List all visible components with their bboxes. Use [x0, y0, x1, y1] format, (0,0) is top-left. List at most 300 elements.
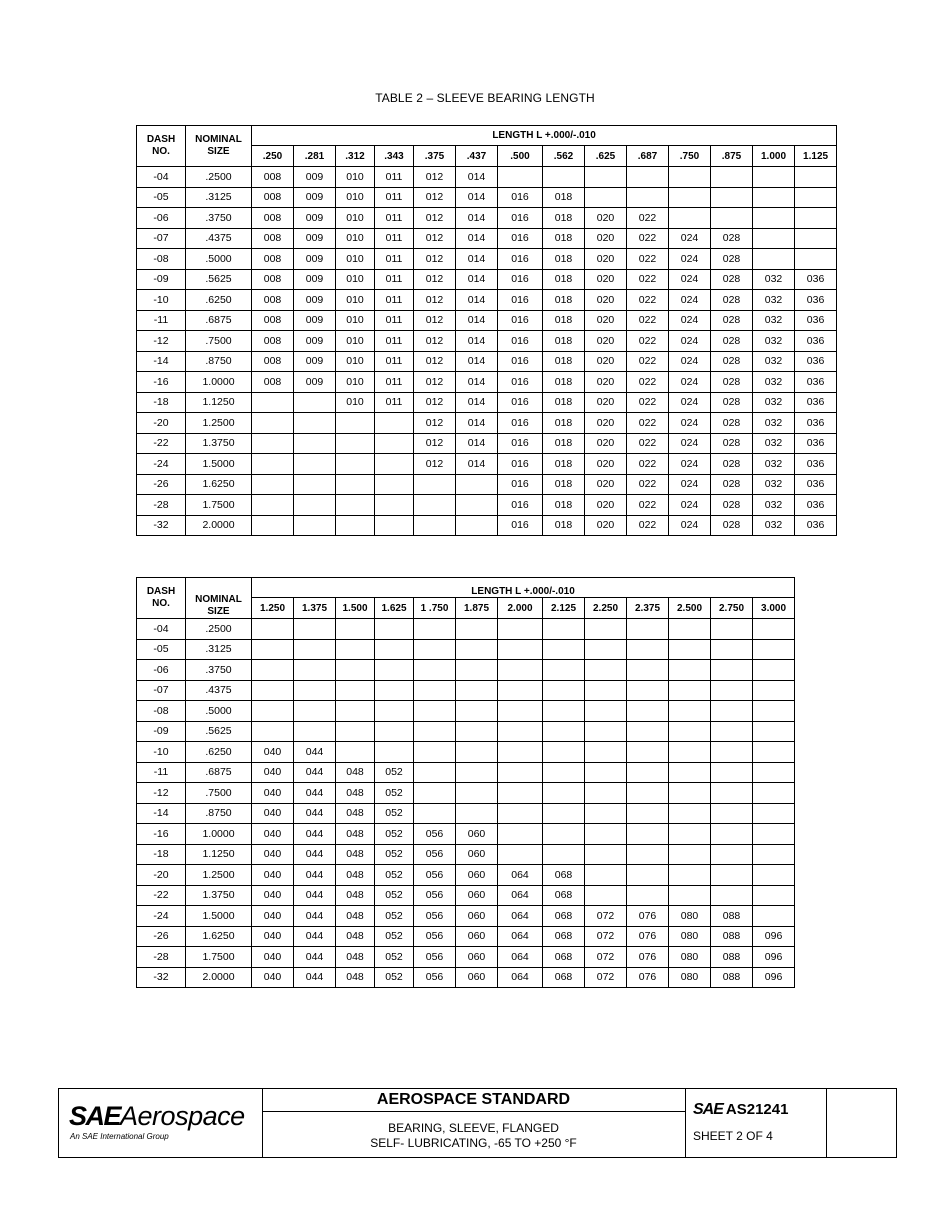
length-code-cell — [627, 680, 669, 701]
nominal-size-cell: 1.7500 — [186, 947, 252, 968]
length-code-cell — [375, 680, 414, 701]
length-code-cell — [498, 619, 543, 640]
length-code-cell: 011 — [375, 290, 414, 311]
nominal-size-cell: 1.6250 — [186, 474, 252, 495]
length-code-cell: 020 — [585, 351, 627, 372]
dash-no-cell: -11 — [137, 762, 186, 783]
dash-no-cell: -06 — [137, 660, 186, 681]
length-code-cell — [294, 413, 336, 434]
length-code-cell: 096 — [753, 947, 795, 968]
logo-sae: SAE — [69, 1101, 121, 1131]
length-code-cell: 016 — [498, 413, 543, 434]
length-column-header: .343 — [375, 146, 414, 167]
length-code-cell: 018 — [543, 187, 585, 208]
nominal-size-cell: .4375 — [186, 680, 252, 701]
length-header: LENGTH L +.000/-.010 — [252, 126, 837, 146]
length-code-cell — [669, 680, 711, 701]
length-code-cell: 008 — [252, 208, 294, 229]
length-code-cell — [627, 742, 669, 763]
length-code-cell: 088 — [711, 926, 753, 947]
nominal-size-cell: .6875 — [186, 762, 252, 783]
length-code-cell — [585, 824, 627, 845]
length-code-cell — [627, 885, 669, 906]
length-code-cell — [627, 619, 669, 640]
nominal-size-cell: .5625 — [186, 721, 252, 742]
table-row — [137, 392, 837, 413]
length-code-cell: 064 — [498, 865, 543, 886]
length-code-cell: 016 — [498, 515, 543, 536]
length-code-cell: 008 — [252, 228, 294, 249]
sheet-number: SHEET 2 OF 4 — [693, 1129, 773, 1143]
length-code-cell — [252, 660, 294, 681]
length-code-cell: 088 — [711, 967, 753, 988]
length-code-cell: 011 — [375, 208, 414, 229]
nominal-size-cell: 1.5000 — [186, 906, 252, 927]
length-code-cell: 009 — [294, 290, 336, 311]
length-code-cell: 028 — [711, 433, 753, 454]
table-row — [137, 187, 837, 208]
length-code-cell: 040 — [252, 762, 294, 783]
length-code-cell: 018 — [543, 454, 585, 475]
length-code-cell — [414, 721, 456, 742]
length-column-header: 2.750 — [711, 598, 753, 619]
dash-no-cell: -22 — [137, 885, 186, 906]
length-code-cell — [294, 392, 336, 413]
table-row — [137, 208, 837, 229]
length-code-cell — [294, 639, 336, 660]
length-code-cell — [498, 783, 543, 804]
length-code-cell — [414, 803, 456, 824]
length-code-cell: 014 — [456, 392, 498, 413]
length-code-cell: 020 — [585, 413, 627, 434]
dash-no-cell: -32 — [137, 515, 186, 536]
length-code-cell — [753, 660, 795, 681]
length-code-cell: 016 — [498, 392, 543, 413]
length-code-cell: 012 — [414, 331, 456, 352]
nominal-size-cell: .3125 — [186, 639, 252, 660]
length-code-cell: 060 — [456, 947, 498, 968]
length-column-header: 1.000 — [753, 146, 795, 167]
length-code-cell: 056 — [414, 926, 456, 947]
length-code-cell: 022 — [627, 269, 669, 290]
length-code-cell: 009 — [294, 331, 336, 352]
length-code-cell: 014 — [456, 351, 498, 372]
length-code-cell: 024 — [669, 454, 711, 475]
length-code-cell: 022 — [627, 433, 669, 454]
length-code-cell — [252, 495, 294, 516]
length-code-cell: 048 — [336, 906, 375, 927]
length-code-cell: 014 — [456, 290, 498, 311]
length-code-cell — [585, 783, 627, 804]
length-code-cell — [414, 701, 456, 722]
length-code-cell — [795, 208, 837, 229]
length-code-cell: 024 — [669, 413, 711, 434]
length-code-cell — [627, 167, 669, 188]
length-code-cell — [585, 619, 627, 640]
length-code-cell — [336, 639, 375, 660]
length-code-cell: 052 — [375, 762, 414, 783]
length-code-cell: 032 — [753, 433, 795, 454]
dash-no-cell: -10 — [137, 290, 186, 311]
length-code-cell — [375, 413, 414, 434]
length-code-cell — [456, 742, 498, 763]
length-code-cell — [543, 619, 585, 640]
length-code-cell — [585, 680, 627, 701]
table-row — [137, 906, 795, 927]
table-row — [137, 824, 795, 845]
length-code-cell — [498, 639, 543, 660]
length-code-cell: 016 — [498, 208, 543, 229]
nominal-size-cell: .3750 — [186, 660, 252, 681]
table-row — [137, 967, 795, 988]
length-code-cell: 048 — [336, 783, 375, 804]
length-code-cell — [498, 824, 543, 845]
length-code-cell — [414, 639, 456, 660]
length-code-cell: 036 — [795, 331, 837, 352]
length-code-cell: 018 — [543, 495, 585, 516]
length-code-cell: 022 — [627, 372, 669, 393]
length-column-header: 2.250 — [585, 598, 627, 619]
length-code-cell: 010 — [336, 208, 375, 229]
length-column-header: 1.250 — [252, 598, 294, 619]
length-code-cell — [795, 167, 837, 188]
length-code-cell — [252, 392, 294, 413]
length-code-cell: 009 — [294, 351, 336, 372]
table-row — [137, 167, 837, 188]
length-code-cell — [543, 783, 585, 804]
length-code-cell: 044 — [294, 967, 336, 988]
length-code-cell — [585, 844, 627, 865]
length-code-cell — [336, 495, 375, 516]
length-code-cell — [543, 680, 585, 701]
length-code-cell: 018 — [543, 392, 585, 413]
dash-no-header: DASH NO. — [137, 578, 186, 619]
length-code-cell: 052 — [375, 967, 414, 988]
length-code-cell — [753, 885, 795, 906]
length-code-cell: 056 — [414, 967, 456, 988]
length-code-cell: 024 — [669, 351, 711, 372]
dash-no-cell: -18 — [137, 392, 186, 413]
table-row — [137, 310, 837, 331]
length-code-cell: 056 — [414, 885, 456, 906]
length-code-cell — [795, 228, 837, 249]
length-code-cell — [414, 660, 456, 681]
length-code-cell — [336, 680, 375, 701]
length-code-cell — [375, 639, 414, 660]
length-code-cell — [336, 660, 375, 681]
length-code-cell — [543, 762, 585, 783]
length-code-cell: 008 — [252, 167, 294, 188]
length-code-cell — [252, 701, 294, 722]
length-code-cell — [753, 824, 795, 845]
length-code-cell — [585, 701, 627, 722]
length-code-cell: 024 — [669, 310, 711, 331]
nominal-size-header: NOMINAL SIZE — [186, 578, 252, 619]
length-code-cell: 014 — [456, 372, 498, 393]
length-code-cell: 014 — [456, 228, 498, 249]
length-code-cell: 014 — [456, 454, 498, 475]
length-code-cell: 072 — [585, 906, 627, 927]
length-code-cell: 040 — [252, 865, 294, 886]
length-code-cell — [711, 762, 753, 783]
length-code-cell — [585, 865, 627, 886]
length-code-cell: 010 — [336, 310, 375, 331]
table-row — [137, 639, 795, 660]
length-code-cell — [543, 803, 585, 824]
table-row — [137, 331, 837, 352]
length-code-cell — [627, 187, 669, 208]
length-code-cell — [498, 701, 543, 722]
length-code-cell: 056 — [414, 947, 456, 968]
length-code-cell: 040 — [252, 824, 294, 845]
document-number-block — [685, 1089, 827, 1157]
length-code-cell — [711, 824, 753, 845]
dash-no-cell: -05 — [137, 639, 186, 660]
length-code-cell: 068 — [543, 906, 585, 927]
length-code-cell — [711, 680, 753, 701]
nominal-size-cell: 1.0000 — [186, 824, 252, 845]
length-code-cell — [375, 454, 414, 475]
length-code-cell: 024 — [669, 433, 711, 454]
length-code-cell — [795, 187, 837, 208]
length-code-cell: 060 — [456, 967, 498, 988]
length-code-cell: 010 — [336, 351, 375, 372]
length-column-header: 1.875 — [456, 598, 498, 619]
table-row — [137, 926, 795, 947]
length-code-cell: 036 — [795, 351, 837, 372]
length-code-cell — [498, 803, 543, 824]
length-code-cell — [753, 249, 795, 270]
length-code-cell: 048 — [336, 885, 375, 906]
length-code-cell — [669, 721, 711, 742]
length-code-cell: 060 — [456, 906, 498, 927]
length-code-cell: 048 — [336, 844, 375, 865]
length-column-header: 3.000 — [753, 598, 795, 619]
length-code-cell: 072 — [585, 947, 627, 968]
length-code-cell: 016 — [498, 474, 543, 495]
length-code-cell: 022 — [627, 413, 669, 434]
length-code-cell: 036 — [795, 392, 837, 413]
length-code-cell — [711, 187, 753, 208]
length-code-cell: 040 — [252, 967, 294, 988]
dash-no-cell: -18 — [137, 844, 186, 865]
length-code-cell: 024 — [669, 269, 711, 290]
length-code-cell — [627, 803, 669, 824]
length-code-cell: 018 — [543, 290, 585, 311]
length-code-cell — [543, 844, 585, 865]
length-code-cell — [252, 639, 294, 660]
length-code-cell — [294, 454, 336, 475]
nominal-size-cell: .3125 — [186, 187, 252, 208]
nominal-size-cell: .5000 — [186, 701, 252, 722]
length-code-cell: 010 — [336, 167, 375, 188]
dash-no-cell: -04 — [137, 167, 186, 188]
length-code-cell: 010 — [336, 187, 375, 208]
length-code-cell: 010 — [336, 372, 375, 393]
length-column-header: .281 — [294, 146, 336, 167]
length-code-cell: 016 — [498, 228, 543, 249]
length-code-cell: 028 — [711, 331, 753, 352]
length-code-cell: 044 — [294, 885, 336, 906]
length-code-cell: 024 — [669, 290, 711, 311]
length-code-cell — [498, 660, 543, 681]
length-code-cell: 008 — [252, 310, 294, 331]
length-code-cell — [753, 721, 795, 742]
length-code-cell: 008 — [252, 187, 294, 208]
length-column-header: .500 — [498, 146, 543, 167]
length-code-cell: 011 — [375, 331, 414, 352]
length-code-cell: 018 — [543, 474, 585, 495]
length-code-cell — [375, 495, 414, 516]
nominal-size-cell: .4375 — [186, 228, 252, 249]
logo-aerospace: Aerospace — [120, 1101, 245, 1131]
table-row — [137, 351, 837, 372]
length-code-cell: 044 — [294, 865, 336, 886]
length-code-cell: 008 — [252, 290, 294, 311]
length-code-cell — [585, 803, 627, 824]
length-code-cell — [627, 701, 669, 722]
dash-no-cell: -05 — [137, 187, 186, 208]
length-code-cell: 018 — [543, 515, 585, 536]
nominal-size-cell: .8750 — [186, 351, 252, 372]
table-title: TABLE 2 – SLEEVE BEARING LENGTH — [375, 91, 595, 105]
length-code-cell: 036 — [795, 433, 837, 454]
table-row — [137, 269, 837, 290]
length-code-cell: 076 — [627, 967, 669, 988]
length-code-cell — [711, 660, 753, 681]
dash-no-cell: -28 — [137, 947, 186, 968]
length-code-cell — [456, 660, 498, 681]
dash-no-cell: -12 — [137, 783, 186, 804]
title-block — [58, 1088, 897, 1158]
length-code-cell — [456, 515, 498, 536]
length-code-cell: 036 — [795, 495, 837, 516]
length-code-cell: 020 — [585, 474, 627, 495]
length-column-header: 1.625 — [375, 598, 414, 619]
length-code-cell: 008 — [252, 351, 294, 372]
length-code-cell: 012 — [414, 351, 456, 372]
length-code-cell: 056 — [414, 824, 456, 845]
length-column-header: .312 — [336, 146, 375, 167]
length-code-cell — [375, 619, 414, 640]
length-code-cell — [543, 721, 585, 742]
length-code-cell: 040 — [252, 885, 294, 906]
length-code-cell — [456, 680, 498, 701]
length-code-cell — [669, 824, 711, 845]
length-code-cell — [294, 680, 336, 701]
length-header: LENGTH L +.000/-.010 — [252, 578, 795, 598]
length-code-cell: 072 — [585, 967, 627, 988]
length-code-cell — [294, 495, 336, 516]
dash-no-cell: -14 — [137, 803, 186, 824]
length-code-cell — [543, 660, 585, 681]
length-code-cell — [711, 701, 753, 722]
length-code-cell — [336, 474, 375, 495]
length-code-cell — [753, 701, 795, 722]
length-code-cell: 024 — [669, 228, 711, 249]
length-column-header: 1.375 — [294, 598, 336, 619]
length-code-cell — [336, 454, 375, 475]
table-row — [137, 783, 795, 804]
length-code-cell — [456, 495, 498, 516]
length-code-cell: 040 — [252, 926, 294, 947]
length-code-cell: 060 — [456, 885, 498, 906]
length-code-cell: 028 — [711, 495, 753, 516]
length-code-cell: 010 — [336, 331, 375, 352]
length-code-cell: 064 — [498, 906, 543, 927]
length-code-cell: 096 — [753, 926, 795, 947]
length-code-cell — [795, 249, 837, 270]
length-code-cell — [711, 208, 753, 229]
length-code-cell: 032 — [753, 372, 795, 393]
length-code-cell: 040 — [252, 844, 294, 865]
length-code-cell: 068 — [543, 967, 585, 988]
length-code-cell: 022 — [627, 331, 669, 352]
length-code-cell: 056 — [414, 906, 456, 927]
dash-no-cell: -08 — [137, 701, 186, 722]
length-code-cell: 028 — [711, 310, 753, 331]
length-code-cell: 009 — [294, 208, 336, 229]
length-code-cell — [336, 433, 375, 454]
length-code-cell — [294, 660, 336, 681]
length-code-cell — [711, 803, 753, 824]
length-code-cell: 016 — [498, 372, 543, 393]
length-code-cell: 011 — [375, 310, 414, 331]
length-code-cell: 088 — [711, 906, 753, 927]
length-column-header: 1 .750 — [414, 598, 456, 619]
nominal-size-cell: .7500 — [186, 783, 252, 804]
length-code-cell — [336, 413, 375, 434]
length-code-cell: 012 — [414, 269, 456, 290]
dash-no-cell: -14 — [137, 351, 186, 372]
length-code-cell: 011 — [375, 372, 414, 393]
length-code-cell — [753, 187, 795, 208]
length-column-header: 2.500 — [669, 598, 711, 619]
length-code-cell — [753, 783, 795, 804]
nominal-size-cell: .2500 — [186, 619, 252, 640]
length-code-cell — [669, 783, 711, 804]
length-code-cell: 011 — [375, 187, 414, 208]
length-code-cell — [336, 515, 375, 536]
length-code-cell — [414, 495, 456, 516]
nominal-size-cell: .2500 — [186, 167, 252, 188]
nominal-size-cell: 1.7500 — [186, 495, 252, 516]
revision-block — [826, 1089, 896, 1157]
table-row — [137, 803, 795, 824]
length-column-header: .562 — [543, 146, 585, 167]
table-row — [137, 947, 795, 968]
length-code-cell — [669, 208, 711, 229]
length-code-cell — [627, 721, 669, 742]
length-code-cell — [711, 742, 753, 763]
length-code-cell — [753, 865, 795, 886]
length-code-cell — [456, 701, 498, 722]
length-code-cell: 014 — [456, 331, 498, 352]
table-row — [137, 413, 837, 434]
length-code-cell: 014 — [456, 433, 498, 454]
length-column-header: .687 — [627, 146, 669, 167]
dash-no-cell: -32 — [137, 967, 186, 988]
length-code-cell — [753, 742, 795, 763]
length-code-cell: 036 — [795, 290, 837, 311]
length-code-cell: 028 — [711, 228, 753, 249]
length-code-cell: 076 — [627, 926, 669, 947]
length-code-cell: 048 — [336, 762, 375, 783]
length-code-cell — [294, 701, 336, 722]
length-code-cell: 032 — [753, 392, 795, 413]
length-code-cell: 011 — [375, 351, 414, 372]
dash-no-cell: -26 — [137, 474, 186, 495]
